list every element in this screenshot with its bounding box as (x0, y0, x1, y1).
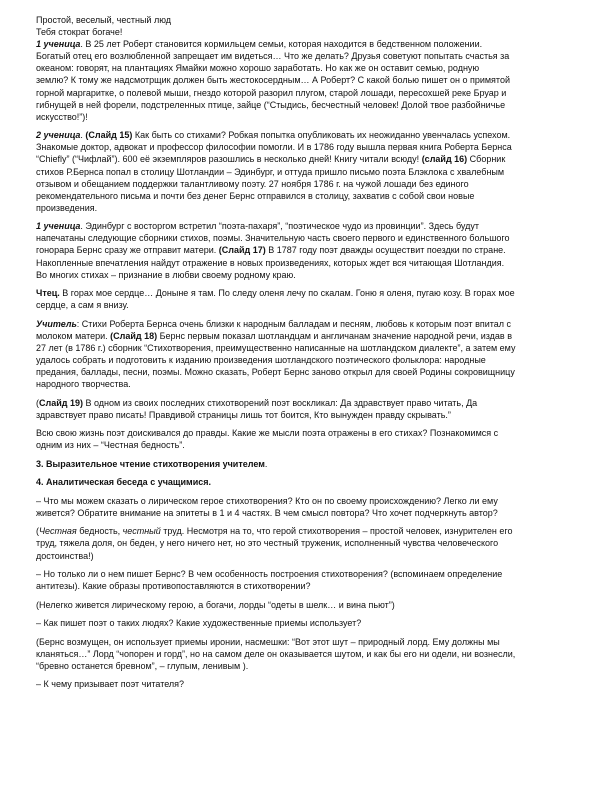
text-line: землю? К тому же надсмотрщик должен быть жестокосердным… А Роберт? С какой болью пишет он о примятой (36, 75, 510, 86)
text-line: Накопленные впечатления найдут отражение в новых произведениях, которых ждет вся читающая Шотландия. (36, 257, 505, 268)
text-line: – К чему призывает поэт читателя? (36, 679, 185, 690)
text-run: бедность, (76, 526, 123, 537)
paragraph-student1-a (36, 38, 583, 123)
text-line: (Нелегко живется лирическому герою, а богачи, лорды “одеты в шелк… и вина пьют”) (36, 599, 395, 610)
answer-1 (36, 525, 583, 561)
paragraph-student1-b (36, 220, 583, 280)
heading-text: 4. Аналитическая беседа с учащимися. (36, 477, 212, 488)
text-line: сердце, а сам я внизу. (36, 300, 129, 311)
poem-line: Тебя стократ богаче! (36, 27, 123, 38)
text-line: “бревно останется бревном”, – глупым, ленивым ). (36, 660, 249, 671)
text-line: предания, баллады, песни, поэмы. Можно сказать, Роберт Бернс заново открыл для своей Родины сокровищницу (36, 367, 515, 378)
text-run: труд. Несмотря на то, что герой стихотворения – простой человек, изнурителен его (160, 526, 513, 537)
slide-ref: (слайд 16) (421, 154, 468, 165)
question-4 (36, 678, 583, 690)
answer-2 (36, 599, 583, 611)
poem-intro (36, 14, 583, 38)
poem-line: Простой, веселый, честный люд (36, 15, 172, 25)
question-2 (36, 568, 583, 592)
section-heading-3 (36, 458, 583, 470)
slide-ref: (Слайд 15) (85, 130, 133, 141)
emphasis: Честная (39, 526, 77, 537)
text-run: . Эдинбург с восторгом встретил “поэта-пахаря”, “поэтическое чудо из провинции”. Здесь будут (80, 221, 479, 232)
section-heading-4 (36, 476, 583, 488)
text-run: гонорара Бернс сразу же отправит матери. (36, 245, 219, 256)
slide-ref: (Слайд 18) (110, 330, 158, 341)
text-line: одним из них – “Честная бедность”. (36, 440, 185, 451)
slide-ref: (Слайд 17) (218, 245, 266, 256)
document-page (36, 14, 583, 697)
text-line: здравствует право писать! Правдивой страницы лишь тот боится, Кто вынужден правду скрывать.” (36, 409, 451, 420)
text-line: Богатый отец его возлюбленной запрещает им видеться… Что же делать? Друзья советуют попытать счастья за (36, 51, 510, 62)
text-line: напечатаны следующие сборники стихов, поэмы. Значительную часть своего первого и единственного большого (36, 233, 510, 244)
question-1 (36, 495, 583, 519)
text-run: В горах мое сердце… Доныне я там. По следу оленя лечу по скалам. Гоню я оленя, пугаю козу. В горах мое (59, 288, 515, 299)
speaker-label: 1 ученица (36, 39, 81, 50)
text-line: антитезы). Какие образы противопоставляются в стихотворении? (36, 581, 311, 592)
text-line: кланяться…” Лорд “чопорен и горд”, но на самом деле он оказывается шутом, и как бы его ни одели, ни вознесли, (36, 648, 516, 659)
text-run: В 1787 году поэт дважды осуществит поездки по стране. (265, 245, 506, 256)
text-line: народного творчества. (36, 379, 131, 390)
text-line: живется? Обратите внимание на эпитеты в 1 и 4 частях. В чем смысл повтора? Что хочет подчеркнуть автор? (36, 507, 498, 518)
text-line: удалось собрать и подготовить к изданию произведения шотландского поэтического фольклора: народные (36, 355, 486, 365)
text-run: “Chiefly” (“Чифлай”). 600 её экземпляров разошлись в несколько дней! Книгу читали всюду! (36, 154, 422, 165)
emphasis: честный (122, 526, 161, 537)
text-run: Сборник (467, 154, 506, 165)
text-line: – Но только ли о нем пишет Бернс? В чем особенность построения стихотворения? (вспоминаем определение (36, 569, 503, 580)
paragraph-reader (36, 287, 583, 311)
text-line: труд, тяжела доля, он беден, у него ничего нет, но это честный труженик, исполненный чувства человеческого (36, 538, 499, 549)
text-line: искусство!”)! (36, 111, 88, 122)
question-3 (36, 617, 583, 629)
text-run: ( (36, 397, 39, 408)
text-line: произведения. (36, 202, 98, 213)
text-run: молоком матери. (36, 330, 111, 341)
speaker-label: 2 ученица (36, 130, 81, 141)
text-line: Всю свою жизнь поэт доискивался до правды. Какие же мысли поэта отражены в его стихах? Познакомимся с (36, 428, 499, 439)
slide-ref: Слайд 19) (39, 397, 83, 408)
paragraph-slide19 (36, 397, 583, 421)
text-line: океаном: говорят, на плантациях Ямайки можно хорошо заработать. Но как же он оставит семью, родную (36, 63, 480, 74)
text-line: Во многих стихах – признание в любви своему родному краю. (36, 269, 296, 280)
text-line: отзывом и обещанием поддержки талантливому поэту. 27 ноября 1786 г. на чужой лошади без единого (36, 178, 469, 189)
text-line: 27 лет (в 1786 г.) сборник “Стихотворения, преимущественно написанные на шотландском диалекте”, а затем ему (36, 342, 516, 353)
speaker-label: 1 ученица (36, 221, 81, 232)
paragraph-teacher (36, 318, 583, 391)
text-line: гибнущей в ней форели, подстреленных птице, зайце (“Стыдись, бесчестный человек! Долой твое разбойничье (36, 99, 506, 110)
heading-dot: . (264, 458, 268, 469)
text-line: достоинства!) (36, 550, 94, 561)
text-line: горной маргаритке, о полевой мыши, гнездо которой разорил плугом, старой лошади, пересохшей реке Бруар и (36, 87, 507, 98)
answer-3 (36, 636, 583, 672)
paragraph-truth (36, 427, 583, 451)
text-line: (Бернс возмущен, он использует приемы иронии, насмешки: “Вот этот шут – природный лорд. Ему должны мы (36, 636, 500, 647)
text-run: Как быть со стихами? Робкая попытка опубликовать их неожиданно увенчалась успехом. (132, 130, 511, 141)
text-run: ( (36, 526, 39, 537)
text-line: стихов Р.Бернса попал в столицу Шотландии – Эдинбург, и оттуда пришло письмо поэта Блэклока с хвалебным (36, 166, 505, 177)
text-line: – Как пишет поэт о таких людях? Какие художественные приемы использует? (36, 618, 362, 629)
paragraph-student2: 2 ученица. (Слайд 15) Как быть со стихами? Робкая попытка опубликовать их неожиданно увенчалась успехом. Знакомые доктор, адвокат и профессор философии помогли. И в 1786 году вышла первая книга Роберта Бернса “Chiefly” (“Чифлай”). 600 её экземпляров разошлись в несколько дней! Книгу читали всюду! (слайд 16) Сборник стихов Р.Бернса попал в столицу Шотландии – Эдинбург, и оттуда пришло письмо поэта Блэклока с хвалебным отзывом и обещанием поддержки талантливому поэту. 27 ноября 1786 г. на чужой лошади без единого рекомендательного письма и почти без денег Бернс отправился в столицу, захватив с собой свои новые произведения. (36, 129, 583, 214)
text-line: рекомендательного письма и почти без денег Бернс отправился в столицу, захватив с собой свои новые (36, 190, 475, 201)
text-line: – Что мы можем сказать о лирическом герое стихотворения? Кто он по своему происхождению? Легко ли ему (36, 495, 498, 506)
speaker-label: Чтец. (36, 288, 60, 299)
text-line: Знакомые доктор, адвокат и профессор философии помогли. И в 1786 году вышла первая книга Роберта Бернса (36, 142, 512, 153)
speaker-label: Учитель (36, 318, 77, 329)
text-run: В одном из своих последних стихотворений поэт воскликал: Да здравствует право читать, Да (82, 397, 478, 408)
text-run: . В 25 лет Роберт становится кормильцем семьи, которая находится в бедственном положении. (80, 39, 483, 50)
text-run: : Стихи Роберта Бернса очень близки к народным балладам и песням, любовь к которым поэт впитал с (76, 318, 512, 329)
text-run: Бернс первым показал шотландцам и англичанам значение народной речи, издав в (157, 330, 512, 341)
heading-text: 3. Выразительное чтение стихотворения учителем (36, 458, 265, 469)
